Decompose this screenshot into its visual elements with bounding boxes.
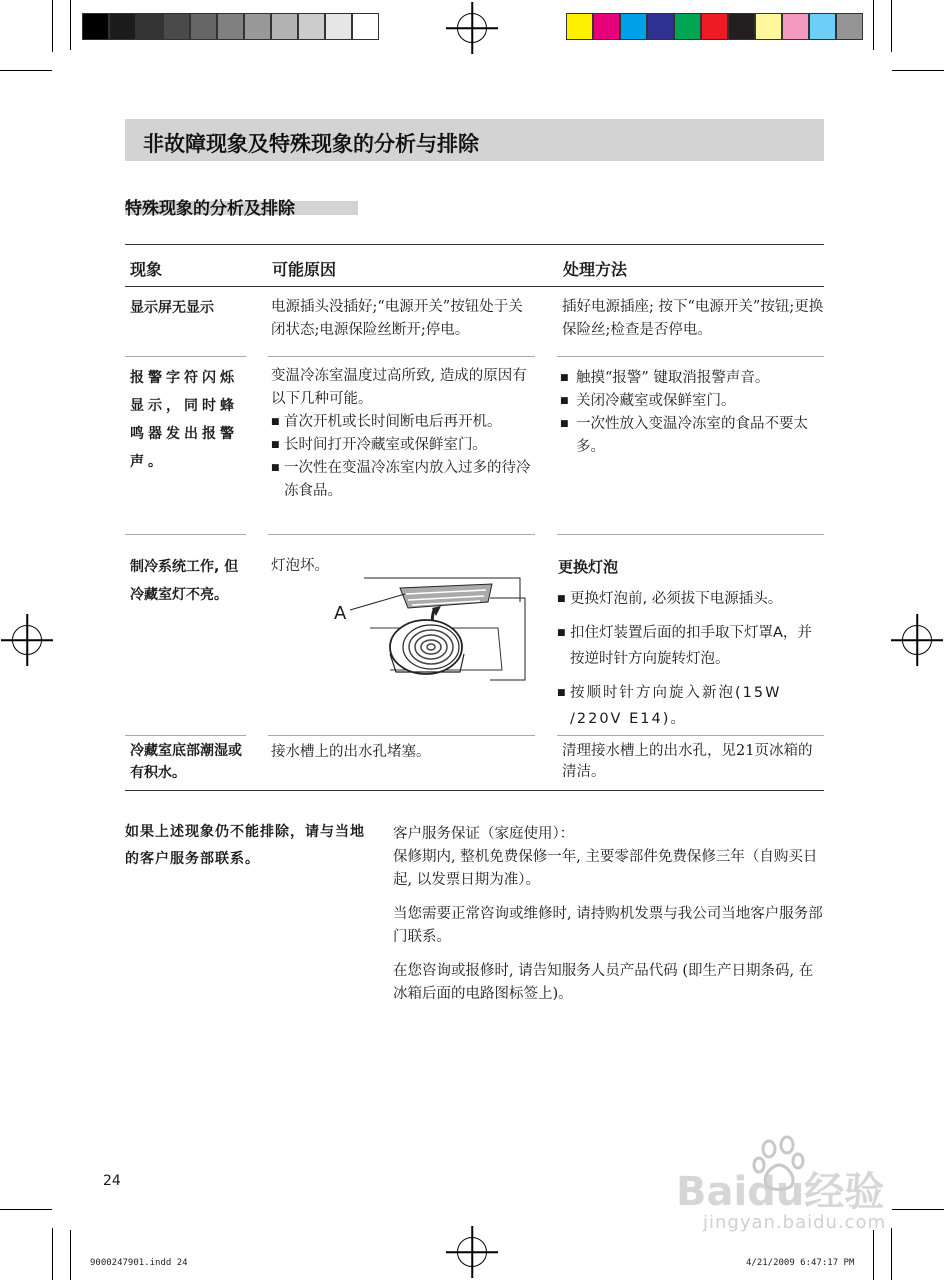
row4-symptom: 冷藏室底部潮湿或有积水。 [130, 743, 242, 781]
row3-solution-item: ■ 更换灯泡前, 必须拔下电源插头。 [557, 586, 825, 612]
table-top-rule [125, 244, 824, 245]
row3-solution-item: ■ 按顺时针方向旋入新泡(15W /220V E14)。 [557, 680, 825, 732]
registration-mark-right [902, 625, 932, 655]
row1-rule [125, 356, 246, 357]
row3-symptom: 制冷系统工作, 但冷藏室灯不亮。 [130, 559, 239, 603]
service-guarantee-title: 客户服务保证（家庭使用）： [393, 826, 575, 842]
baidu-jingyan-watermark: Baidu经验 [676, 1169, 885, 1215]
registration-mark-top [457, 13, 487, 43]
product-code-paragraph: 在您咨询或报修时, 请告知服务人员产品代码 (即生产日期条码, 在冰箱后面的电路图标签上)。 [393, 963, 814, 1002]
header-rule [125, 286, 824, 287]
service-guarantee-body [393, 846, 827, 1006]
registration-mark-bottom [457, 1237, 487, 1267]
color-swatch [352, 13, 379, 40]
header-solution: 处理方法 [563, 260, 628, 279]
color-swatch [325, 13, 352, 40]
row1-rule [557, 356, 824, 357]
color-swatch [728, 13, 755, 40]
header-symptom: 现象 [130, 260, 163, 279]
color-swatch [647, 13, 674, 40]
row3-cause: 灯泡坏。 [271, 558, 329, 574]
color-swatch [674, 13, 701, 40]
color-swatch [620, 13, 647, 40]
color-swatch [136, 13, 163, 40]
row2-cause [271, 365, 537, 503]
color-swatch [163, 13, 190, 40]
maintenance-paragraph: 当您需要正常咨询或维修时, 请持购机发票与我公司当地客户服务部门联系。 [393, 906, 823, 945]
color-swatch [809, 13, 836, 40]
color-swatch [109, 13, 136, 40]
row2-cause-item: ■ 一次性在变温冷冻室内放入过多的待冷冻食品。 [271, 457, 537, 503]
row2-solution-item: ■ 一次性放入变温冷冻室的食品不要太多。 [560, 413, 826, 459]
row1-rule [268, 356, 535, 357]
row3-solution [557, 582, 825, 732]
registration-mark-left [12, 625, 42, 655]
color-swatch [82, 13, 109, 40]
row2-cause-item: ■ 首次开机或长时间断电后再开机。 [271, 411, 537, 434]
contact-note: 如果上述现象仍不能排除，请与当地的客户服务部联系。 [125, 824, 365, 867]
color-swatch [217, 13, 244, 40]
row2-cause-intro: 变温冷冻室温度过高所致, 造成的原因有以下几种可能。 [271, 368, 527, 407]
row4-cause: 接水槽上的出水孔堵塞。 [271, 744, 431, 760]
color-swatch [566, 13, 593, 40]
page-title: 非故障现象及特殊现象的分析与排除 [143, 132, 479, 156]
section-subtitle: 特殊现象的分析及排除 [125, 199, 295, 219]
row2-rule [268, 534, 535, 535]
page-number: 24 [103, 1173, 121, 1189]
row3-rule [125, 735, 246, 736]
color-swatch [782, 13, 809, 40]
row3-solution-item: ■ 扣住灯装置后面的扣手取下灯罩A，并按逆时针方向旋转灯泡。 [557, 620, 825, 672]
row1-symptom: 显示屏无显示 [130, 300, 214, 316]
row2-solution [560, 367, 826, 459]
warranty-paragraph: 保修期内, 整机免费保修一年, 主要零部件免费保修三年（自购买日起, 以发票日期为准）。 [393, 849, 818, 888]
lamp-cover-illustration [330, 572, 530, 682]
row1-solution: 插好电源插座; 按下“电源开关”按钮;更换保险丝;检查是否停电。 [562, 299, 824, 338]
row4-solution: 清理接水槽上的出水孔，见21页冰箱的清洁。 [562, 743, 813, 780]
color-swatch [701, 13, 728, 40]
row2-cause-item: ■ 长时间打开冷藏室或保鲜室门。 [271, 434, 537, 457]
row2-rule [125, 534, 246, 535]
row3-solution-title: 更换灯泡 [558, 558, 619, 576]
color-swatch [298, 13, 325, 40]
row2-solution-item: ■ 触摸“报警” 键取消报警声音。 [560, 367, 826, 390]
figure-label-a: A [334, 603, 347, 624]
color-swatch [271, 13, 298, 40]
color-swatch [836, 13, 863, 40]
row2-symptom: 报警字符闪烁显示，同时蜂鸣器发出报警声。 [130, 370, 238, 470]
footer-file-info: 9000247901.indd 24 [90, 1258, 188, 1268]
color-swatch [755, 13, 782, 40]
row2-rule [557, 534, 824, 535]
header-cause: 可能原因 [272, 260, 337, 279]
table-bottom-rule [125, 790, 824, 791]
row3-rule [268, 735, 535, 736]
color-swatch [190, 13, 217, 40]
row2-solution-item: ■ 关闭冷藏室或保鲜室门。 [560, 390, 826, 413]
color-swatch [244, 13, 271, 40]
row3-rule [557, 735, 824, 736]
footer-datetime: 4/21/2009 6:47:17 PM [746, 1258, 855, 1268]
watermark-url: jingyan.baidu.com [703, 1212, 887, 1233]
row1-cause: 电源插头没插好;“电源开关”按钮处于关闭状态;电源保险丝断开;停电。 [271, 299, 523, 338]
color-swatch [593, 13, 620, 40]
